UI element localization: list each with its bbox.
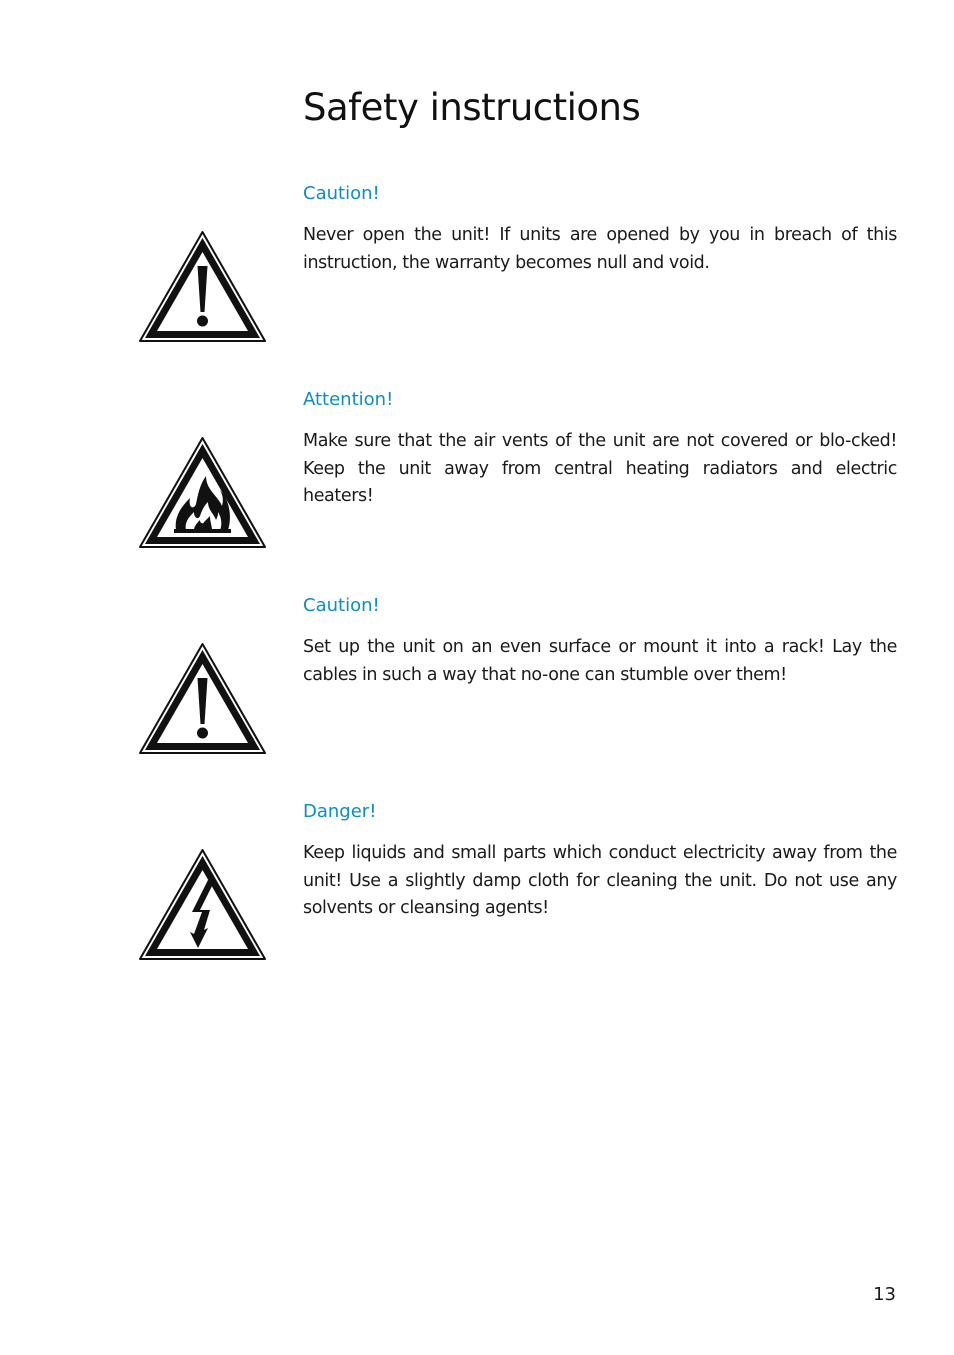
notice-text: Make sure that the air vents of the unit are not covered or blo-cked! Keep the unit away from central heating radiators and electric heaters! [303,431,897,506]
fire-warning-icon [138,436,267,549]
notice-text: Never open the unit! If units are opened by you in breach of this instruction, the warranty becomes null and void. [303,225,897,273]
safety-notice-caution [0,182,954,382]
page-number: 13 [873,1284,896,1305]
notice-heading: Caution! [303,595,380,616]
exclamation-warning-icon [138,230,267,343]
notice-text: Set up the unit on an even surface or mount it into a rack! Lay the cables in such a way that no-one can stumble over them! [303,637,897,685]
notice-heading: Caution! [303,183,380,204]
exclamation-warning-icon [138,642,267,755]
safety-notice-danger [0,800,954,1000]
safety-notice-attention [0,388,954,588]
notice-heading: Attention! [303,389,394,410]
safety-notice-caution-setup [0,594,954,794]
notice-heading: Danger! [303,801,377,822]
page-title: Safety instructions [303,86,641,129]
electric-shock-warning-icon [138,848,267,961]
notice-text: Keep liquids and small parts which conduct electricity away from the unit! Use a slightly damp cloth for cleaning the unit. Do not use any solvents or cleansing agents! [303,843,897,918]
